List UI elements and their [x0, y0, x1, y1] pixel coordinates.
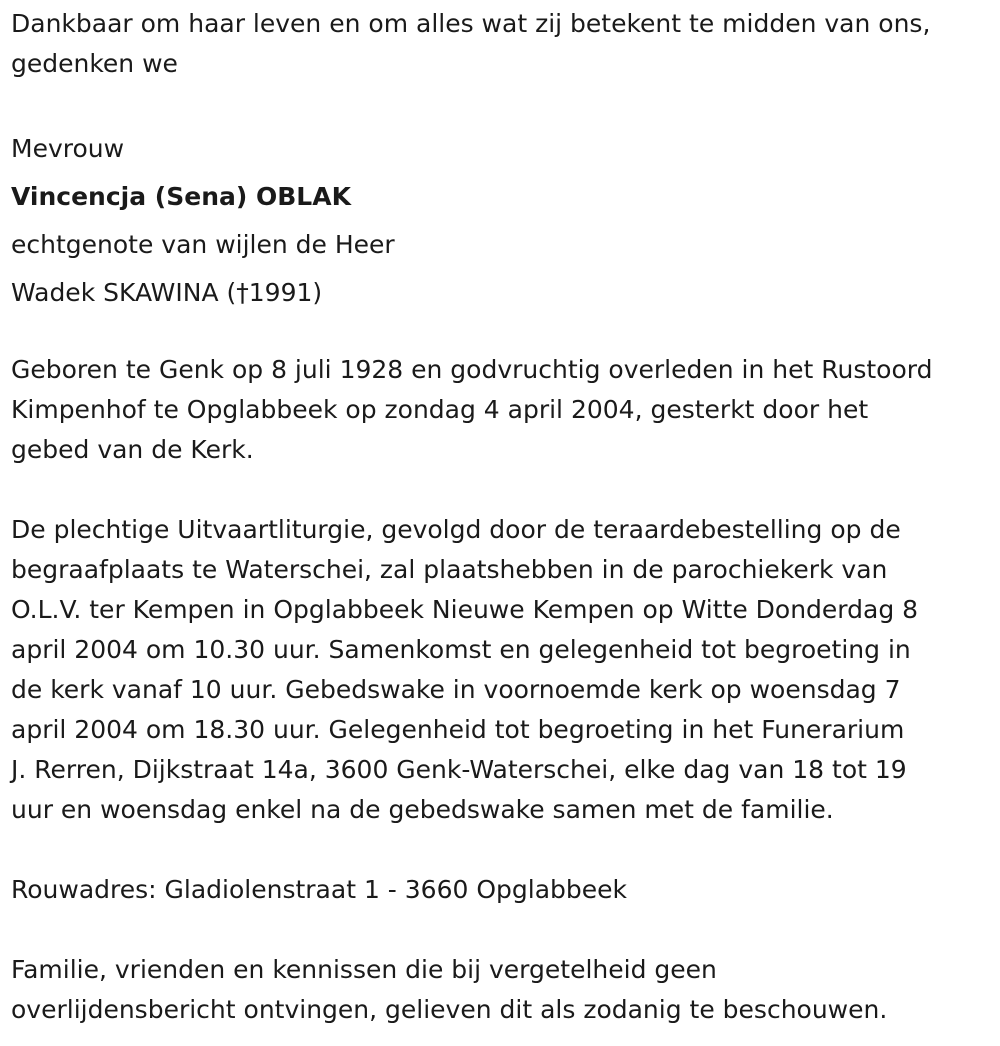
funeral-liturgy-paragraph: [11, 510, 990, 830]
person-spouse: Wadek SKAWINA (†1991): [11, 278, 323, 307]
birth-line: Kimpenhof te Opglabbeek op zondag 4 april 2004, gesterkt door het: [11, 395, 869, 424]
liturgy-line: begraafplaats te Waterschei, zal plaatshebben in de parochiekerk van: [11, 555, 888, 584]
liturgy-line: J. Rerren, Dijkstraat 14a, 3600 Genk-Waterschei, elke dag van 18 tot 19: [11, 755, 907, 784]
intro-line: Dankbaar om haar leven en om alles wat zij betekent te midden van ons,: [11, 9, 931, 38]
family-notice-paragraph: [11, 950, 990, 1030]
person-block: [11, 125, 990, 317]
liturgy-line: de kerk vanaf 10 uur. Gebedswake in voornoemde kerk op woensdag 7: [11, 675, 901, 704]
birth-line: Geboren te Genk op 8 juli 1928 en godvruchtig overleden in het Rustoord: [11, 355, 933, 384]
mourning-address: [11, 870, 990, 910]
birth-line: gebed van de Kerk.: [11, 435, 254, 464]
intro-line: gedenken we: [11, 49, 178, 78]
person-relation: echtgenote van wijlen de Heer: [11, 230, 395, 259]
liturgy-line: O.L.V. ter Kempen in Opglabbeek Nieuwe Kempen op Witte Donderdag 8: [11, 595, 919, 624]
address-line: Rouwadres: Gladiolenstraat 1 - 3660 Opglabbeek: [11, 875, 627, 904]
liturgy-line: De plechtige Uitvaartliturgie, gevolgd door de teraardebestelling op de: [11, 515, 901, 544]
intro-paragraph: [11, 4, 990, 84]
family-line: overlijdensbericht ontvingen, gelieven dit als zodanig te beschouwen.: [11, 995, 888, 1024]
family-line: Familie, vrienden en kennissen die bij vergetelheid geen: [11, 955, 717, 984]
person-name: Vincencja (Sena) OBLAK: [11, 182, 351, 211]
liturgy-line: april 2004 om 18.30 uur. Gelegenheid tot begroeting in het Funerarium: [11, 715, 905, 744]
birth-death-paragraph: [11, 350, 990, 470]
liturgy-line: uur en woensdag enkel na de gebedswake samen met de familie.: [11, 795, 834, 824]
liturgy-line: april 2004 om 10.30 uur. Samenkomst en gelegenheid tot begroeting in: [11, 635, 911, 664]
person-title: Mevrouw: [11, 134, 125, 163]
